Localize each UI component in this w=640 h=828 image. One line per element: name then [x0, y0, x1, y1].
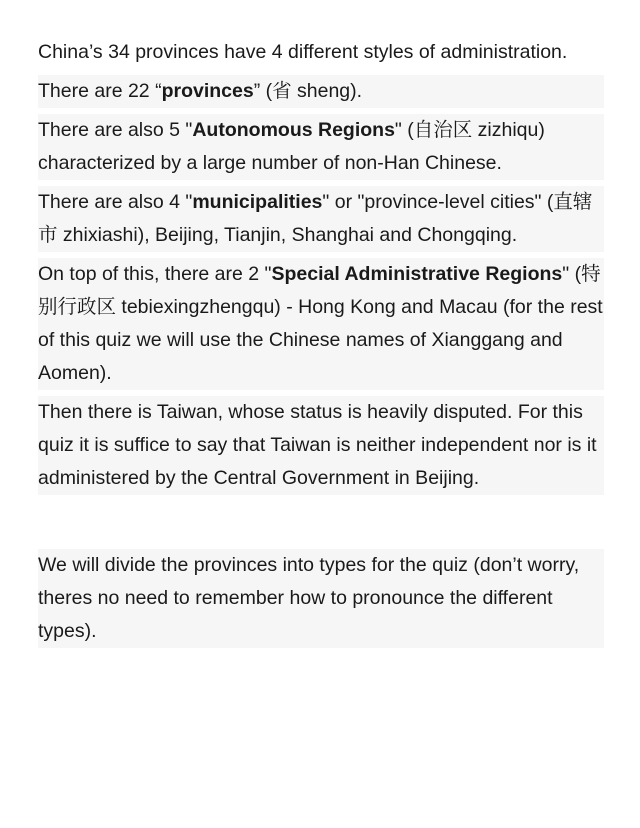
term-provinces: provinces [161, 80, 254, 102]
paragraph-autonomous-before: There are also 5 " [38, 119, 193, 141]
paragraph-municipalities-after: " or "province-level cities" (直辖市 zhixiashi), Beijing, Tianjin, Shanghai and Chongqing. [38, 191, 593, 246]
paragraph-provinces-before: There are 22 “ [38, 80, 162, 102]
spacer [38, 495, 604, 549]
paragraph-municipalities-before: There are also 4 " [38, 191, 193, 213]
paragraph-quiz-types-text: We will divide the provinces into types for the quiz (don’t worry, theres no need to remember how to pronounce the different types). [38, 554, 580, 642]
paragraph-taiwan [38, 396, 604, 495]
paragraph-autonomous-regions [38, 114, 604, 180]
paragraph-municipalities [38, 186, 604, 252]
paragraph-autonomous-after: " (自治区 zizhiqu) characterized by a large number of non-Han Chinese. [38, 119, 545, 174]
paragraph-taiwan-text: Then there is Taiwan, whose status is heavily disputed. For this quiz it is suffice to say that Taiwan is neither independent nor is it administered by the Central Government in Beijing. [38, 401, 597, 489]
paragraph-provinces-after: ” (省 sheng). [253, 80, 363, 102]
paragraph-sar-after: " (特别行政区 tebiexingzhengqu) - Hong Kong and Macau (for the rest of this quiz we will use the Chinese names of Xianggang and Aomen). [38, 263, 603, 384]
paragraph-sar-before: On top of this, there are 2 " [38, 263, 272, 285]
paragraph-special-admin-regions [38, 258, 604, 390]
paragraph-provinces [38, 75, 604, 108]
paragraph-quiz-types [38, 549, 604, 648]
paragraph-intro-text: China’s 34 provinces have 4 different styles of administration. [38, 41, 568, 63]
term-special-administrative-regions: Special Administrative Regions [271, 263, 563, 285]
term-municipalities: municipalities [192, 191, 323, 213]
term-autonomous-regions: Autonomous Regions [192, 119, 395, 141]
document-body [38, 36, 604, 648]
paragraph-intro [38, 36, 604, 69]
